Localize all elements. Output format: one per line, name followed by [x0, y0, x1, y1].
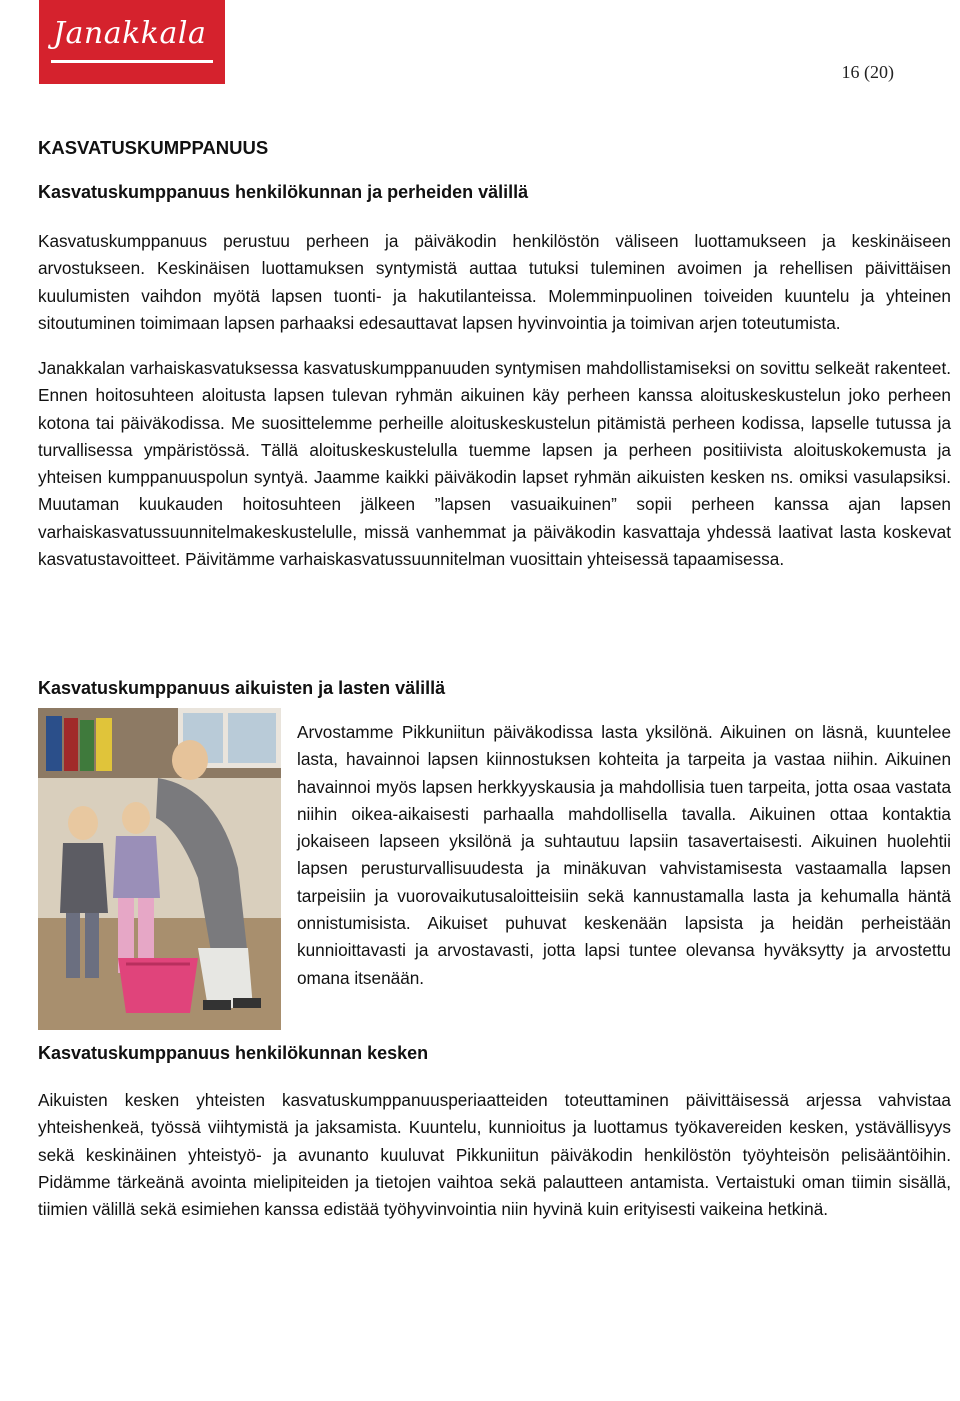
section2-paragraph-1: Arvostamme Pikkuniitun päiväkodissa lasta yksilönä. Aikuinen on läsnä, kuuntelee lasta, havainnoi lapsen kiinnostuksen kohteita ja tarpeita ja vastaa niihin. Aikuinen havainnoi myös lapsen herkkyyskausia ja mahdollisia tuen tarpeita, jotta osaa vastata niihin oikea-aikaisesti parhaalla mahdollisella tavalla. Aikuinen ottaa kontaktia jokaiseen lapseen yksilönä ja suhtautuu lapsiin tasavertaisesti. Aikuinen huolehtii lapsen perusturvallisuudesta ja minäkuvan vahvistamisesta vastaamalla lapsen tarpeisiin ja vuorovaikutusaloitteisiin sekä kannustamalla lasta ja kehumalla häntä onnistumisista. Aikuiset puhuvat keskenään lapsista ja heidän perheistään kunnioittavasti ja arvostavasti, jotta lapsi tuntee olevansa hyväksytty ja arvostettu omana itsenään. — [297, 722, 951, 988]
section1-paragraph-1: Kasvatuskumppanuus perustuu perheen ja päiväkodin henkilöstön väliseen luottamukseen ja keskinäiseen arvostukseen. Keskinäisen luottamuksen syntymistä auttaa tutuksi tuleminen avoimen ja rehellisen päivittäisen kuulumisten vaihdon myötä lapsen tuonti- ja hakutilanteissa. Molemminpuolinen toiveiden kuuntelu ja yhteinen sitoutuminen toimimaan lapsen parhaaksi edesauttavat lapsen hyvinvointia ja toimivan arjen toteutumista. — [38, 231, 951, 333]
section3-heading: Kasvatuskumppanuus henkilökunnan kesken — [38, 1043, 429, 1063]
page-number: 16 (20) — [841, 62, 894, 82]
logo-underline — [51, 60, 213, 63]
janakkala-logo — [39, 0, 225, 84]
logo-text: Janakkala — [53, 16, 207, 51]
section3-paragraph-1: Aikuisten kesken yhteisten kasvatuskumppanuusperiaatteiden toteuttaminen päivittäisessä arjessa vahvistaa yhteishenkeä, työssä viihtymistä ja jaksamista. Kuuntelu, kunnioitus ja luottamus työkavereiden kesken, ystävällisyys sekä keskinäinen yhteistyö- ja avunanto kuuluvat Pikkuniitun päiväkodin henkilöstön työyhteisön pelisääntöihin. Pidämme tärkeänä avointa mielipiteiden ja tietojen vaihtoa sekä palautteen antamista. Vertaistuki oman tiimin sisällä, tiimien välillä sekä esimiehen kanssa edistää työhyvinvointia niin hyvinä kuin erityisesti vaikeina hetkinä. — [38, 1090, 951, 1220]
section1-heading: Kasvatuskumppanuus henkilökunnan ja perheiden välillä — [38, 182, 529, 202]
section2-heading: Kasvatuskumppanuus aikuisten ja lasten välillä — [38, 678, 446, 698]
section1-paragraph-2: Janakkalan varhaiskasvatuksessa kasvatuskumppanuuden syntymisen mahdollistamiseksi on sovittu selkeät rakenteet. Ennen hoitosuhteen aloitusta lapsen tulevan ryhmän aikuinen käy perheen kanssa aloituskeskustelun joko perheen kotona tai päiväkodissa. Me suosittelemme perheille aloituskeskustelun pitämistä perheen kodissa, lapselle tutussa ja turvallisessa ympäristössä. Tällä aloituskeskustelulla tuemme lapsen ja perheen positiivista aloituskokemusta ja yhteisen kumppanuuspolun syntyä. Jaamme kaikki päiväkodin lapset ryhmän aikuisten kesken ns. omiksi vasulapsiksi. Muutaman kuukauden hoitosuhteen jälkeen ”lapsen vasuaikuinen” sopii perheen kanssa ajan lapsen varhaiskasvatussuunnitelmakeskustelulle, missä vanhemmat ja päiväkodin kasvattaja yhdessä laativat lasta koskevat kasvatustavoitteet. Päivitämme varhaiskasvatussuunnitelman vuosittain yhteisessä tapaamisessa. — [38, 358, 951, 570]
main-title: KASVATUSKUMPPANUUS — [38, 137, 269, 158]
classroom-photo — [38, 708, 281, 1030]
